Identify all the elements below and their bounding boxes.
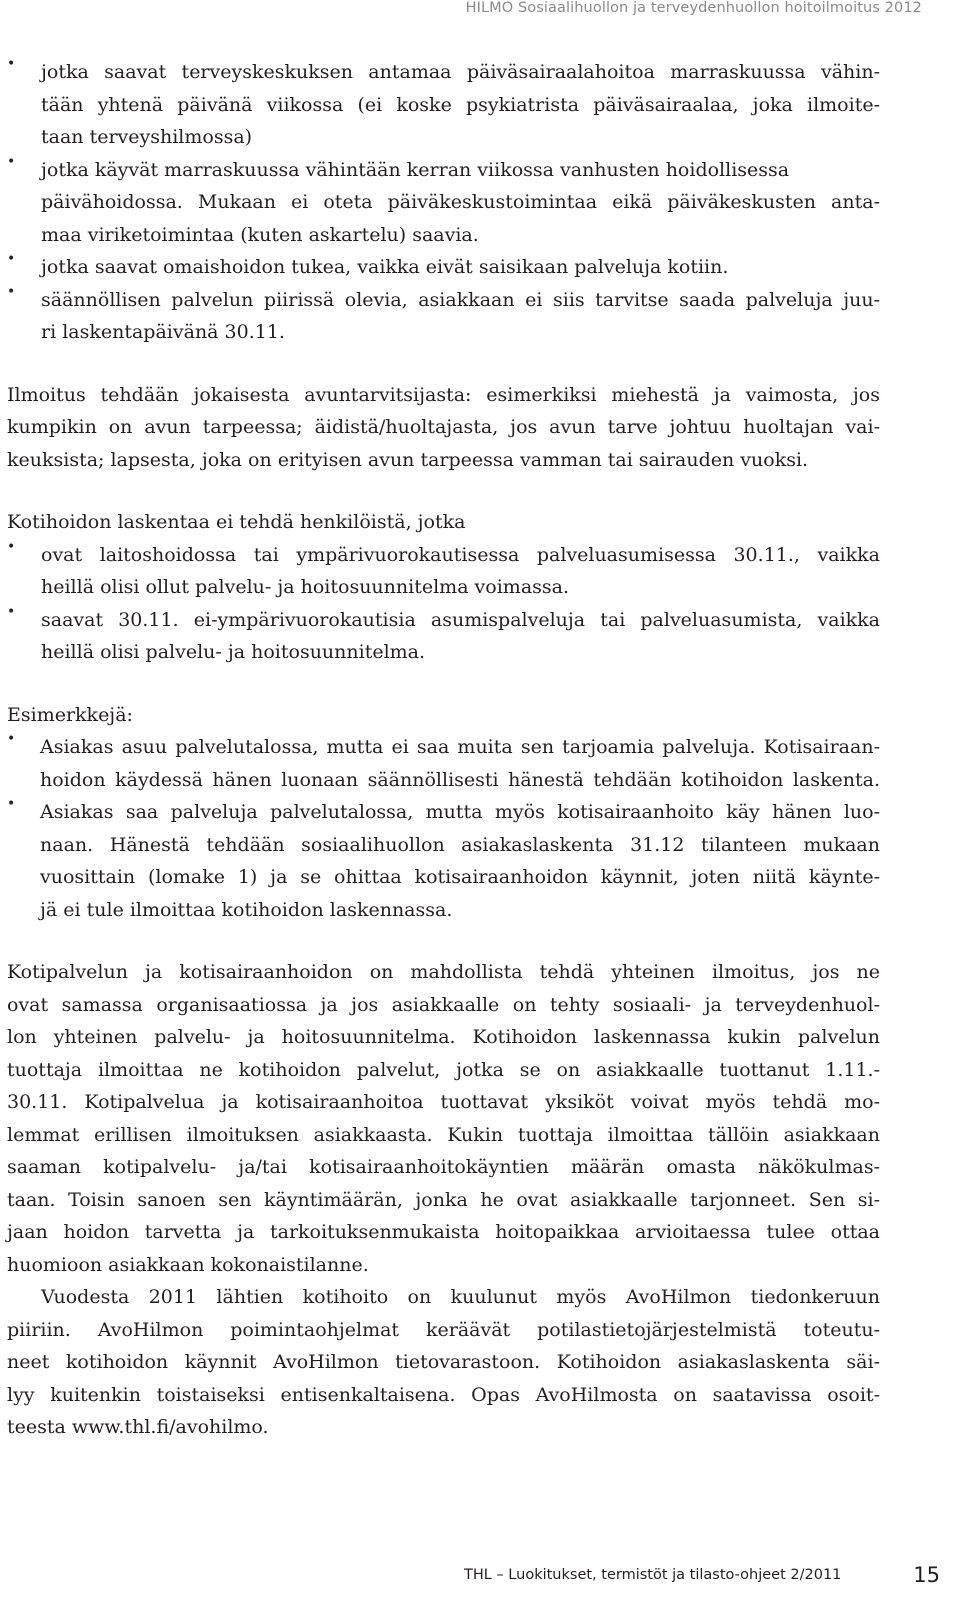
line: päivähoidossa. Mukaan ei oteta päiväkeskustoimintaa eikä päiväkeskusten anta- bbox=[41, 191, 880, 213]
line: teesta www.thl.fi/avohilmo. bbox=[7, 1416, 269, 1438]
examples-section bbox=[7, 699, 880, 927]
line: 30.11. Kotipalvelua ja kotisairaanhoitoa tuottavat yksiköt voivat myös tehdä mo- bbox=[7, 1091, 880, 1113]
line: taan. Toisin sanoen sen käyntimäärän, jonka he ovat asiakkaalle tarjonneet. Sen si- bbox=[7, 1188, 880, 1211]
paragraph-2 bbox=[7, 506, 880, 669]
line: lyy kuitenkin toistaiseksi entisenkaltaisena. Opas AvoHilmosta on saatavissa osoit- bbox=[7, 1383, 880, 1406]
line: ovat laitoshoidossa tai ympärivuorokautisessa palveluasumisessa 30.11., vaikka bbox=[41, 543, 880, 566]
line: säännöllisen palvelun piirissä olevia, asiakkaan ei siis tarvitse saada palveluja juu- bbox=[41, 288, 880, 311]
bullet-icon: • bbox=[7, 603, 16, 620]
line: hoidon käydessä hänen luonaan säännöllisesti hänestä tehdään kotihoidon laskenta. bbox=[40, 768, 880, 791]
line: keuksista; lapsesta, joka on erityisen avun tarpeessa vamman tai sairauden vuoksi. bbox=[7, 448, 809, 471]
paragraph-3 bbox=[7, 956, 880, 1281]
line: tään yhtenä päivänä viikossa (ei koske psykiatrista päiväsairaalaa, joka ilmoite- bbox=[41, 93, 880, 116]
line: maa viriketoimintaa (kuten askartelu) saavia. bbox=[41, 223, 479, 246]
line: ovat samassa organisaatiossa ja jos asiakkaalle on tehty sosiaali- ja terveydenhuol- bbox=[7, 993, 880, 1016]
line: Kotipalvelun ja kotisairaanhoidon on mahdollista tehdä yhteinen ilmoitus, jos ne bbox=[7, 961, 880, 983]
list-item bbox=[7, 154, 880, 252]
line: taan terveyshilmossa) bbox=[41, 126, 253, 148]
list-item bbox=[7, 731, 880, 796]
bullet-icon: • bbox=[7, 153, 16, 170]
line: vuosittain (lomake 1) ja se ohittaa kotisairaanhoidon käynnit, joten niitä käynte- bbox=[40, 866, 880, 888]
line: heillä olisi palvelu- ja hoitosuunnitelma. bbox=[41, 641, 426, 663]
bullet-icon: • bbox=[7, 56, 16, 72]
list-item bbox=[7, 56, 880, 154]
list-item bbox=[7, 251, 880, 284]
bullet-icon: • bbox=[7, 251, 16, 267]
line: Vuodesta 2011 lähtien kotihoito on kuulunut myös AvoHilmon tiedonkeruun bbox=[41, 1286, 880, 1308]
line: jä ei tule ilmoittaa kotihoidon laskennassa. bbox=[40, 898, 453, 921]
line: kumpikin on avun tarpeessa; äidistä/huoltajasta, jos avun tarve johtuu huoltajan vai- bbox=[7, 416, 880, 438]
paragraph-1 bbox=[7, 379, 880, 477]
line: tuottaja ilmoittaa ne kotihoidon palvelut, jotka se on asiakkaalle tuottanut 1.11.- bbox=[7, 1058, 880, 1081]
running-header: HILMO Sosiaalihuollon ja terveydenhuollon hoitoilmoitus 2012 bbox=[465, 0, 922, 16]
line: saaman kotipalvelu- ja/tai kotisairaanhoitokäyntien määrän omasta näkökulmas- bbox=[7, 1156, 880, 1178]
line: Asiakas asuu palvelutalossa, mutta ei saa muita sen tarjoamia palveluja. Kotisairaan- bbox=[40, 736, 880, 758]
footer-text: THL – Luokitukset, termistöt ja tilasto-ohjeet 2/2011 bbox=[464, 1567, 842, 1583]
line: naan. Hänestä tehdään sosiaalihuollon asiakaslaskenta 31.12 tilanteen mukaan bbox=[40, 833, 880, 856]
page-body bbox=[7, 56, 880, 1444]
line: ri laskentapäivänä 30.11. bbox=[41, 321, 285, 343]
line: jotka saavat terveyskeskuksen antamaa päiväsairaalahoitoa marraskuussa vähin- bbox=[41, 61, 880, 83]
line: neet kotihoidon käynnit AvoHilmon tietovarastoon. Kotihoidon asiakaslaskenta säi- bbox=[7, 1351, 880, 1373]
line: jotka saavat omaishoidon tukea, vaikka eivät saisikaan palveluja kotiin. bbox=[41, 256, 729, 278]
list-item bbox=[7, 796, 880, 926]
examples-heading: Esimerkkejä: bbox=[7, 703, 133, 726]
line: saavat 30.11. ei-ympärivuorokautisia asumispalveluja tai palveluasumista, vaikka bbox=[41, 608, 880, 631]
line: heillä olisi ollut palvelu- ja hoitosuunnitelma voimassa. bbox=[41, 576, 570, 598]
paragraph-4 bbox=[7, 1281, 880, 1444]
page-number: 15 bbox=[913, 1563, 940, 1587]
line: lon yhteinen palvelu- ja hoitosuunnitelma. Kotihoidon laskennassa kukin palvelun bbox=[7, 1026, 880, 1048]
line: piiriin. AvoHilmon poimintaohjelmat keräävät potilastietojärjestelmistä toteutu- bbox=[7, 1318, 880, 1341]
bullet-icon: • bbox=[7, 731, 16, 747]
bullet-icon: • bbox=[7, 283, 16, 300]
bullet-icon: • bbox=[7, 538, 16, 555]
line: jotka käyvät marraskuussa vähintään kerran viikossa vanhusten hoidollisessa bbox=[41, 158, 790, 181]
bullet-icon: • bbox=[7, 796, 16, 812]
list-item bbox=[7, 284, 880, 349]
line: huomioon asiakkaan kokonaistilanne. bbox=[7, 1253, 369, 1276]
line: Ilmoitus tehdään jokaisesta avuntarvitsijasta: esimerkiksi miehestä ja vaimosta, jos bbox=[7, 383, 880, 406]
line: jaan hoidon tarvetta ja tarkoituksenmukaista hoitopaikkaa arvioitaessa tulee ottaa bbox=[7, 1221, 880, 1243]
bullet-list-1 bbox=[7, 56, 880, 349]
list-item bbox=[7, 604, 880, 669]
line: Asiakas saa palveluja palvelutalossa, mutta myös kotisairaanhoito käy hänen luo- bbox=[40, 801, 880, 823]
paragraph-intro: Kotihoidon laskentaa ei tehdä henkilöistä, jotka bbox=[7, 511, 466, 533]
line: lemmat erillisen ilmoituksen asiakkaasta. Kukin tuottaja ilmoittaa tällöin asiakkaan bbox=[7, 1123, 880, 1146]
list-item bbox=[7, 539, 880, 604]
